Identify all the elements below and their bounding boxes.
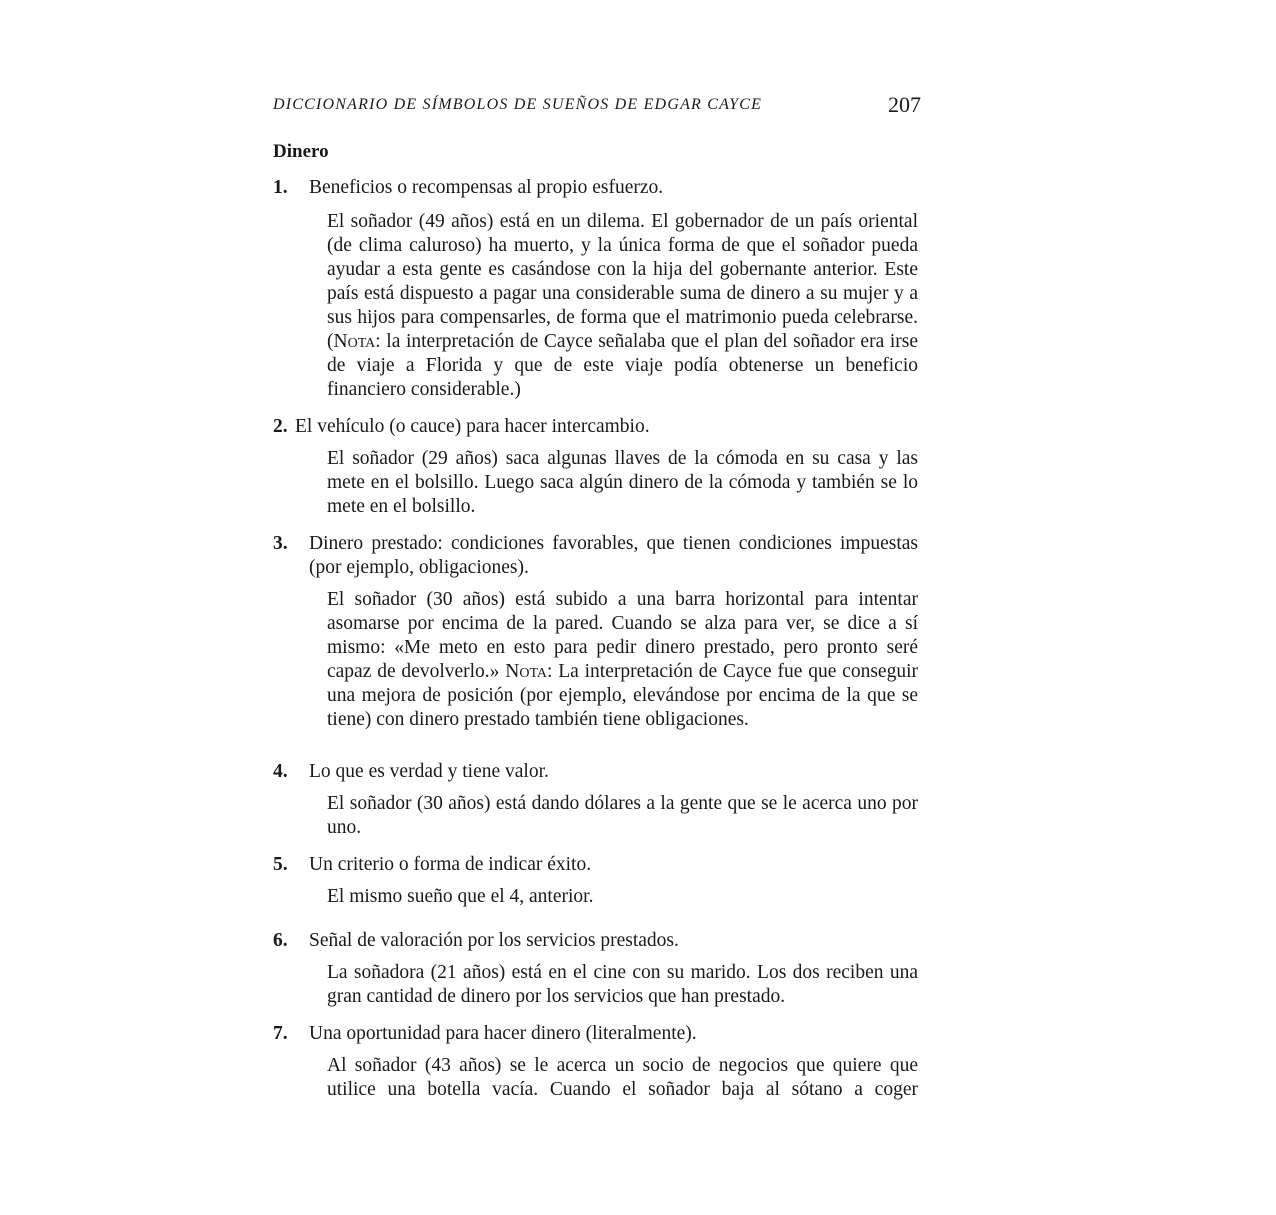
entry-definition (273, 1022, 918, 1046)
entry-6 (273, 929, 918, 1009)
entry-definition (273, 176, 918, 200)
entry-example: El mismo sueño que el 4, anterior. (327, 886, 594, 907)
definition-text: El vehículo (o cauce) para hacer intercambio. (295, 416, 650, 437)
definition-text: Señal de valoración por los servicios prestados. (309, 930, 679, 951)
example-text: El soñador (30 años) está subido a una barra horizontal para intentar asomarse por encima de la pared. Cuando se alza para ver, se dice a sí mismo: «Me meto en esto para pedir dinero prestado, pero pronto seré capaz de devolverlo.» (327, 589, 918, 682)
entry-1 (273, 176, 918, 402)
example-text-continued: : la interpretación de Cayce señalaba que el plan del soñador era irse de viaje a Florida y que de este viaje podía obtenerse un beneficio financiero considerable.) (327, 331, 918, 400)
entry-7 (273, 1022, 918, 1102)
entry-definition (273, 415, 918, 439)
entry-number: 4. (273, 761, 288, 782)
entry-number: 7. (273, 1023, 288, 1044)
entry-definition (273, 929, 918, 953)
definition-text: Un criterio o forma de indicar éxito. (309, 854, 592, 875)
entry-example: El soñador (30 años) está dando dólares a la gente que se le acerca uno por uno. (327, 793, 918, 838)
entry-example: El soñador (29 años) saca algunas llaves de la cómoda en su casa y las mete en el bolsillo. Luego saca algún dinero de la cómoda y también se lo mete en el bolsillo. (327, 448, 918, 517)
entry-number: 2. (273, 416, 288, 437)
nota-label: Nota (505, 661, 547, 682)
page-number: 207 (888, 92, 921, 117)
entry-5 (273, 853, 918, 909)
definition-text: Lo que es verdad y tiene valor. (309, 761, 549, 782)
entry-example (273, 588, 918, 732)
example-text-continued: : La interpretación de Cayce fue que conseguir una mejora de posición (por ejemplo, elevándose por encima de la que se tiene) con dinero prestado también tiene obligaciones. (327, 661, 918, 730)
entry-number: 5. (273, 854, 288, 875)
running-title: DICCIONARIO DE SÍMBOLOS DE SUEÑOS DE EDGAR CAYCE (273, 96, 763, 113)
running-header (273, 94, 921, 120)
entry-number: 1. (273, 177, 288, 198)
entry-definition (273, 532, 918, 580)
example-text: El soñador (49 años) está en un dilema. El gobernador de un país oriental (de clima caluroso) ha muerto, y la única forma de que el soñador pueda ayudar a esta gente es casándose con la hija del gobernante anterior. Este país está dispuesto a pagar una considerable suma de dinero a su mujer y a sus hijos para compensarles, de forma que el matrimonio pueda celebrarse. ( (327, 211, 918, 352)
definition-text: Beneficios o recompensas al propio esfuerzo. (309, 177, 664, 198)
entry-number: 6. (273, 930, 288, 951)
definition-text: Una oportunidad para hacer dinero (literalmente). (309, 1023, 697, 1044)
entry-4 (273, 760, 918, 840)
entry-example: La soñadora (21 años) está en el cine con su marido. Los dos reciben una gran cantidad de dinero por los servicios que han prestado. (327, 962, 918, 1007)
entry-definition (273, 853, 918, 877)
section-heading: Dinero (273, 141, 329, 162)
entry-example (273, 210, 918, 402)
entry-number: 3. (273, 533, 288, 554)
entry-2 (273, 415, 918, 519)
entry-definition (273, 760, 918, 784)
nota-label: Nota (333, 331, 376, 352)
definition-text: Dinero prestado: condiciones favorables, que tienen condiciones impuestas (por ejemplo, obligaciones). (309, 533, 918, 578)
entry-example: Al soñador (43 años) se le acerca un socio de negocios que quiere que utilice una botella vacía. Cuando el soñador baja al sótano a coger (327, 1055, 918, 1100)
entry-list (273, 176, 918, 1115)
entry-3 (273, 532, 918, 732)
